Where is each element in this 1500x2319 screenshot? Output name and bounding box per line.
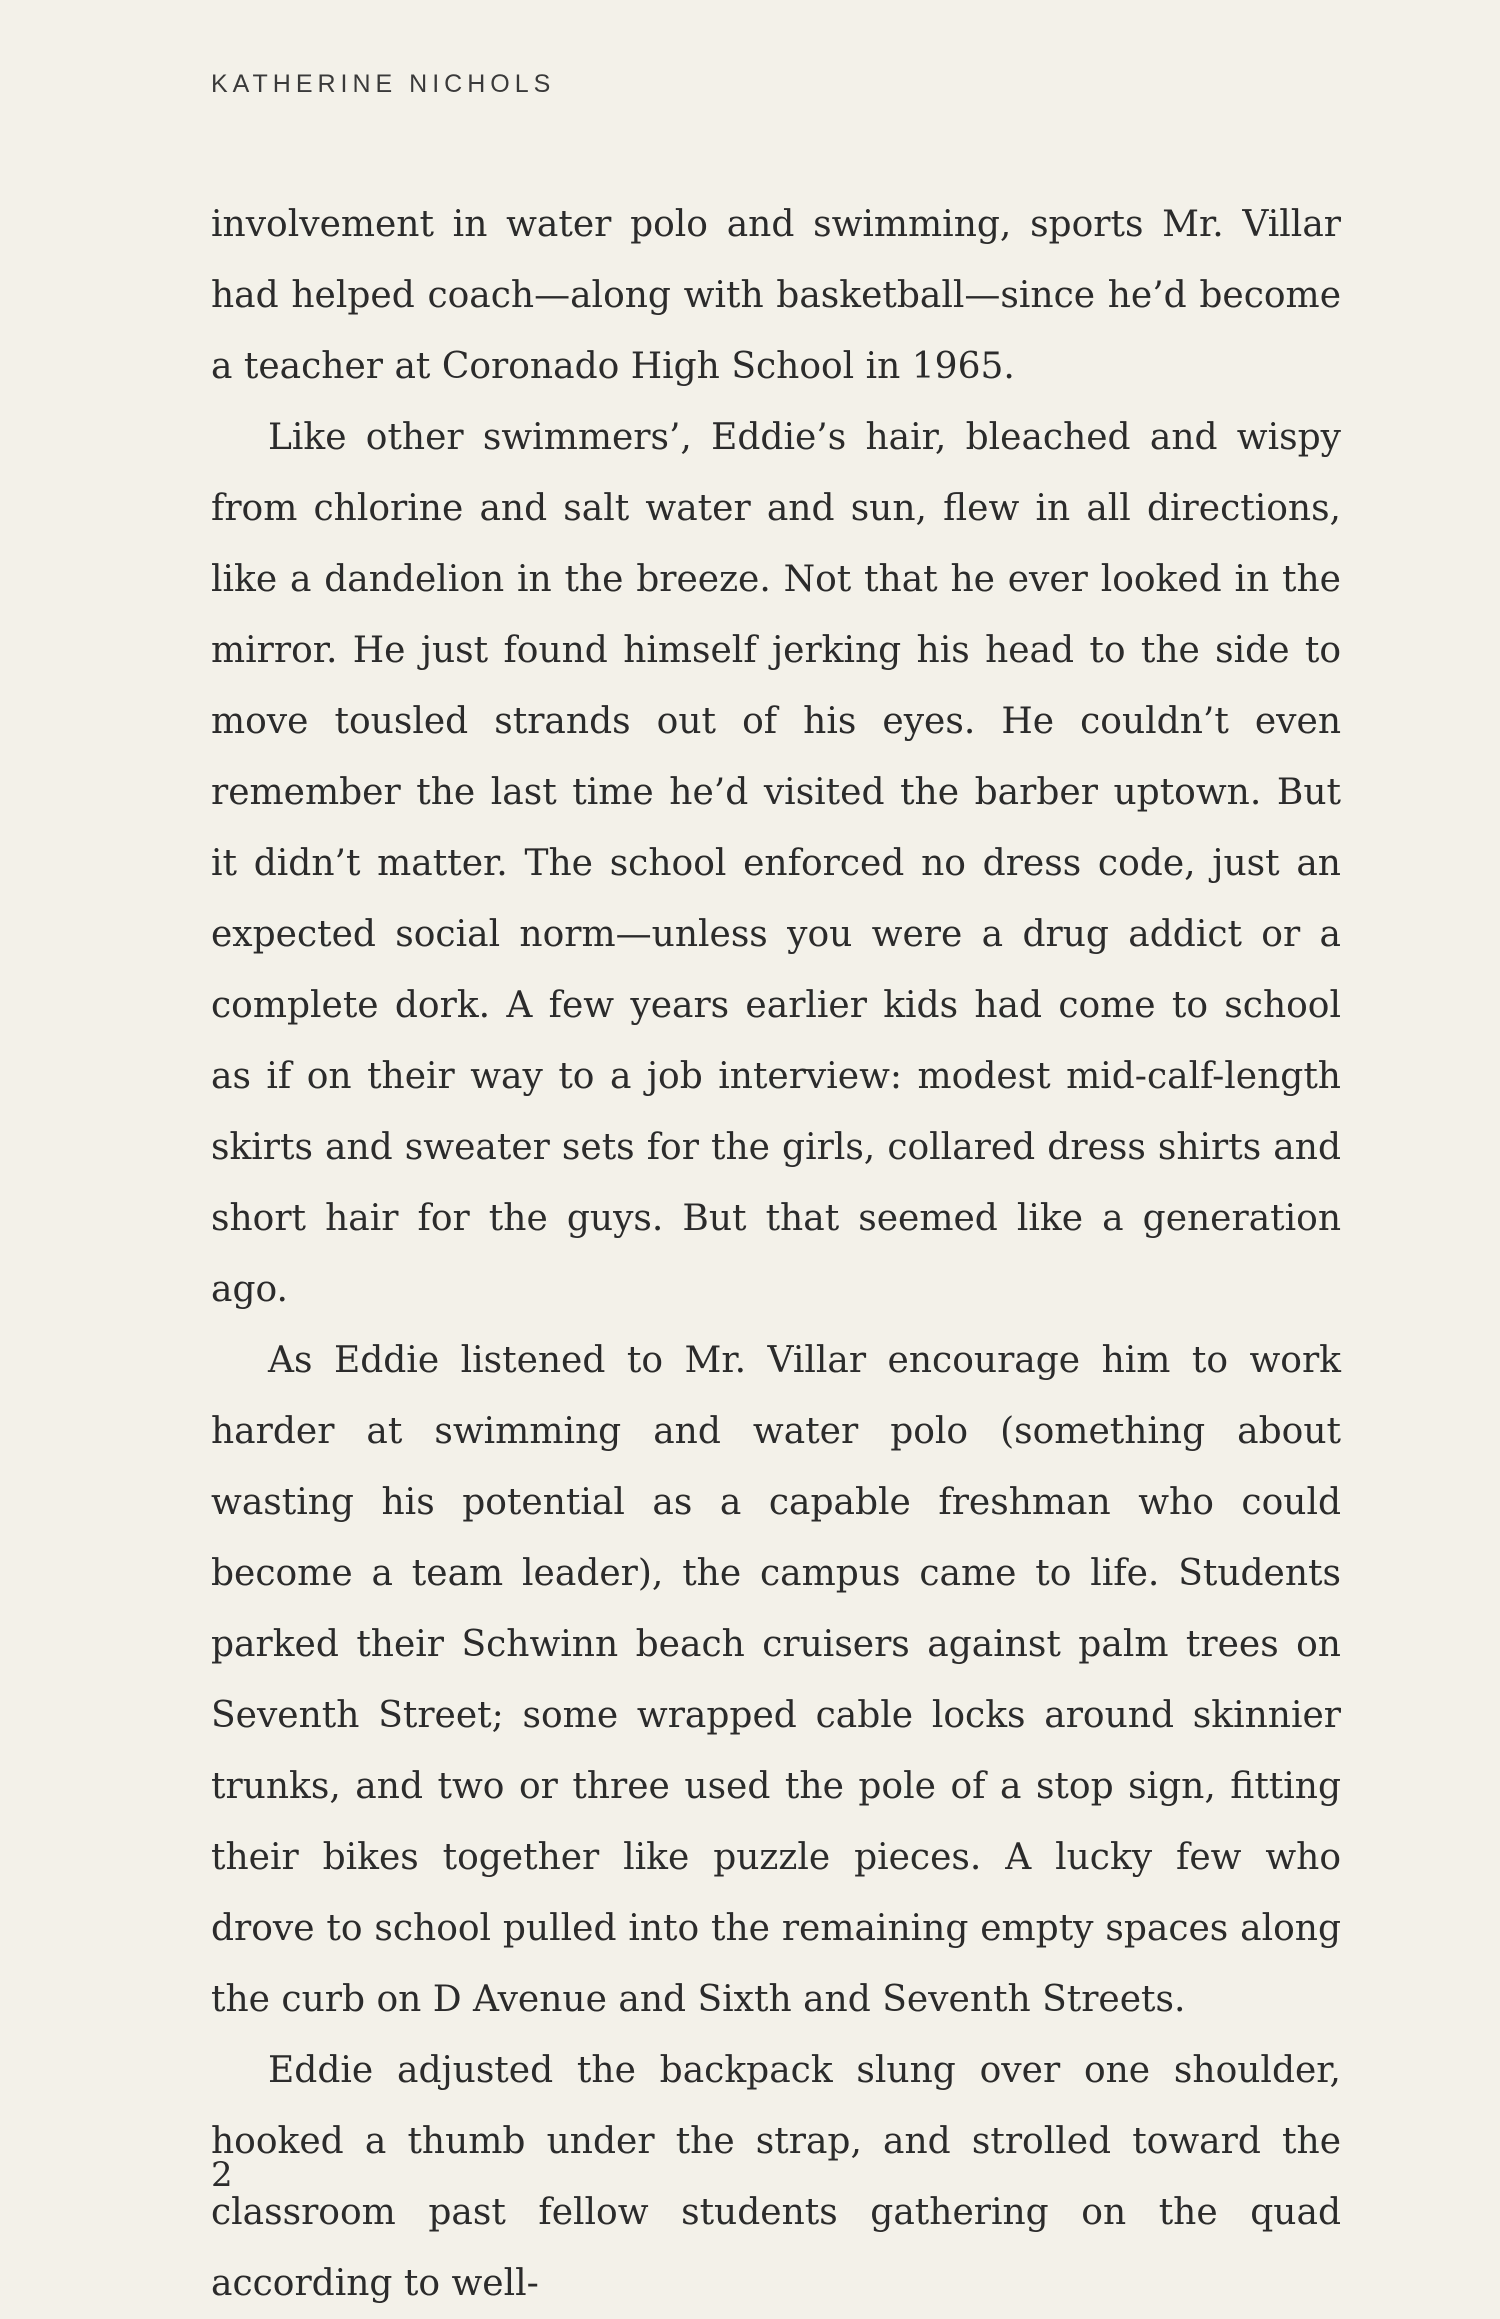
paragraph: Like other swimmers’, Eddie’s hair, bleached and wispy from chlorine and salt water and sun, flew in all directions, like a dandelion in the breeze. Not that he ever looked in the mirror. He just found himself jerking his head to the side to move tousled strands out of his eyes. He couldn’t even remember the last time he’d visited the barber uptown. But it didn’t matter. The school enforced no dress code, just an expected social norm—unless you were a drug addict or a complete dork. A few years earlier kids had come to school as if on their way to a job interview: modest mid-calf-length skirts and sweater sets for the girls, collared dress shirts and short hair for the guys. But that seemed like a generation ago. — [211, 417, 1341, 1310]
body-text — [211, 189, 1341, 2319]
page-number: 2 — [211, 2155, 233, 2195]
running-head-author: KATHERINE NICHOLS — [211, 70, 556, 98]
paragraph-continued: involvement in water polo and swimming, sports Mr. Villar had helped coach—along with basketball—since he’d become a teacher at Coronado High School in 1965. — [211, 204, 1341, 387]
paragraph: Eddie adjusted the backpack slung over one shoulder, hooked a thumb under the strap, and strolled toward the classroom past fellow students gathering on the quad according to well- — [211, 2050, 1341, 2304]
paragraph: As Eddie listened to Mr. Villar encourage him to work harder at swimming and water polo (something about wasting his potential as a capable freshman who could become a team leader), the campus came to life. Students parked their Schwinn beach cruisers against palm trees on Seventh Street; some wrapped cable locks around skinnier trunks, and two or three used the pole of a stop sign, fitting their bikes together like puzzle pieces. A lucky few who drove to school pulled into the remaining empty spaces along the curb on D Avenue and Sixth and Seventh Streets. — [211, 1340, 1341, 2020]
